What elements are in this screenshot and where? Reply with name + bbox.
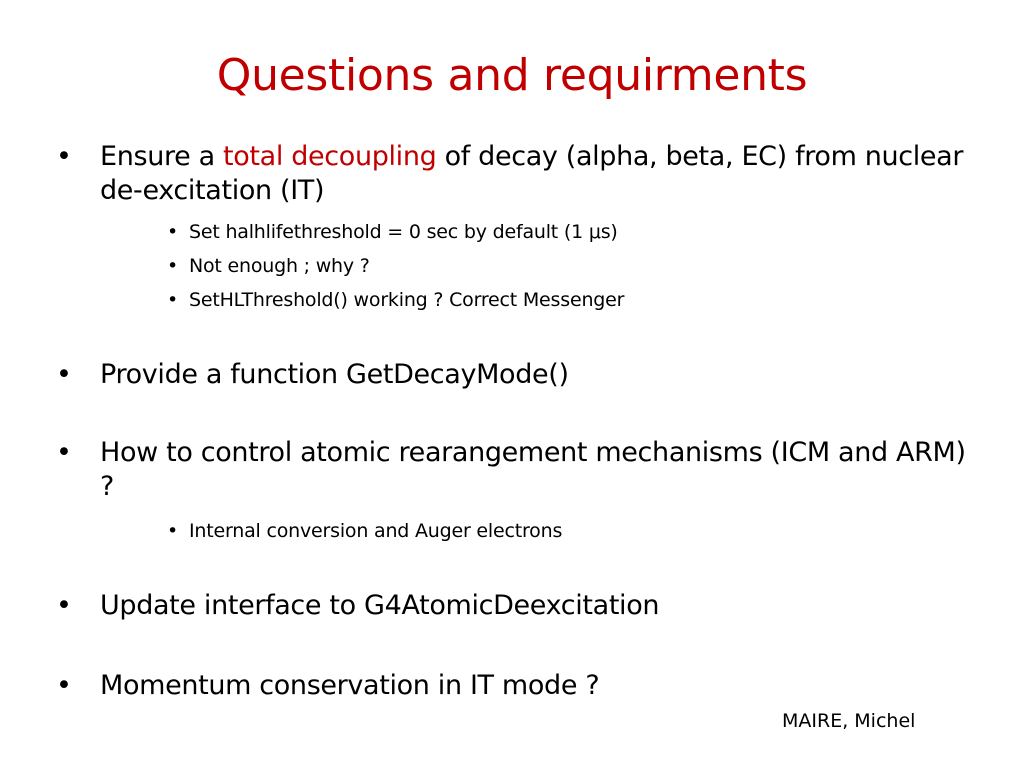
author-name: MAIRE, Michel	[782, 710, 916, 732]
bullet-item-momentum	[56, 669, 980, 703]
sub-bullet-text: Set halhlifethreshold = 0 sec by default (1 μs)	[189, 221, 618, 243]
bullet-text: Provide a function GetDecayMode()	[100, 359, 569, 390]
sub-bullet-icon: •	[167, 520, 179, 542]
sub-bullet-icon: •	[167, 289, 179, 311]
bullet-text	[100, 140, 980, 208]
bullet-icon: •	[56, 359, 72, 390]
bullet-item-atomic-rearrangement	[56, 436, 980, 504]
bullet-icon: •	[56, 141, 72, 172]
slide-title: Questions and requirments	[216, 50, 808, 101]
sub-bullet-icon: •	[167, 221, 179, 243]
highlighted-text: total decoupling	[223, 141, 437, 172]
bullet-text-after: of decay (alpha, beta, EC) from nuclear de-excitation (IT)	[100, 141, 964, 206]
bullet-text: How to control atomic rearangement mechanisms (ICM and ARM) ?	[100, 437, 966, 502]
sub-bullet-text: Not enough ; why ?	[189, 255, 370, 277]
bullet-item-decoupling	[56, 140, 980, 208]
sub-bullet-threshold	[167, 288, 624, 312]
bullet-text: Update interface to G4AtomicDeexcitation	[100, 590, 660, 621]
bullet-text: Momentum conservation in IT mode ?	[100, 670, 600, 701]
bullet-icon: •	[56, 670, 72, 701]
bullet-icon: •	[56, 437, 72, 468]
sub-bullet-text: Internal conversion and Auger electrons	[189, 520, 563, 542]
sub-bullet-not-enough	[167, 254, 370, 278]
sub-bullet-icon: •	[167, 255, 179, 277]
bullet-item-decay-mode	[56, 358, 980, 392]
sub-bullet-internal-conversion	[167, 519, 562, 543]
bullet-item-atomic-deexcitation	[56, 589, 980, 623]
sub-bullet-text: SetHLThreshold() working ? Correct Messenger	[189, 289, 625, 311]
bullet-icon: •	[56, 590, 72, 621]
bullet-text-before: Ensure a	[100, 141, 224, 172]
sub-bullet-halflife	[167, 220, 618, 244]
